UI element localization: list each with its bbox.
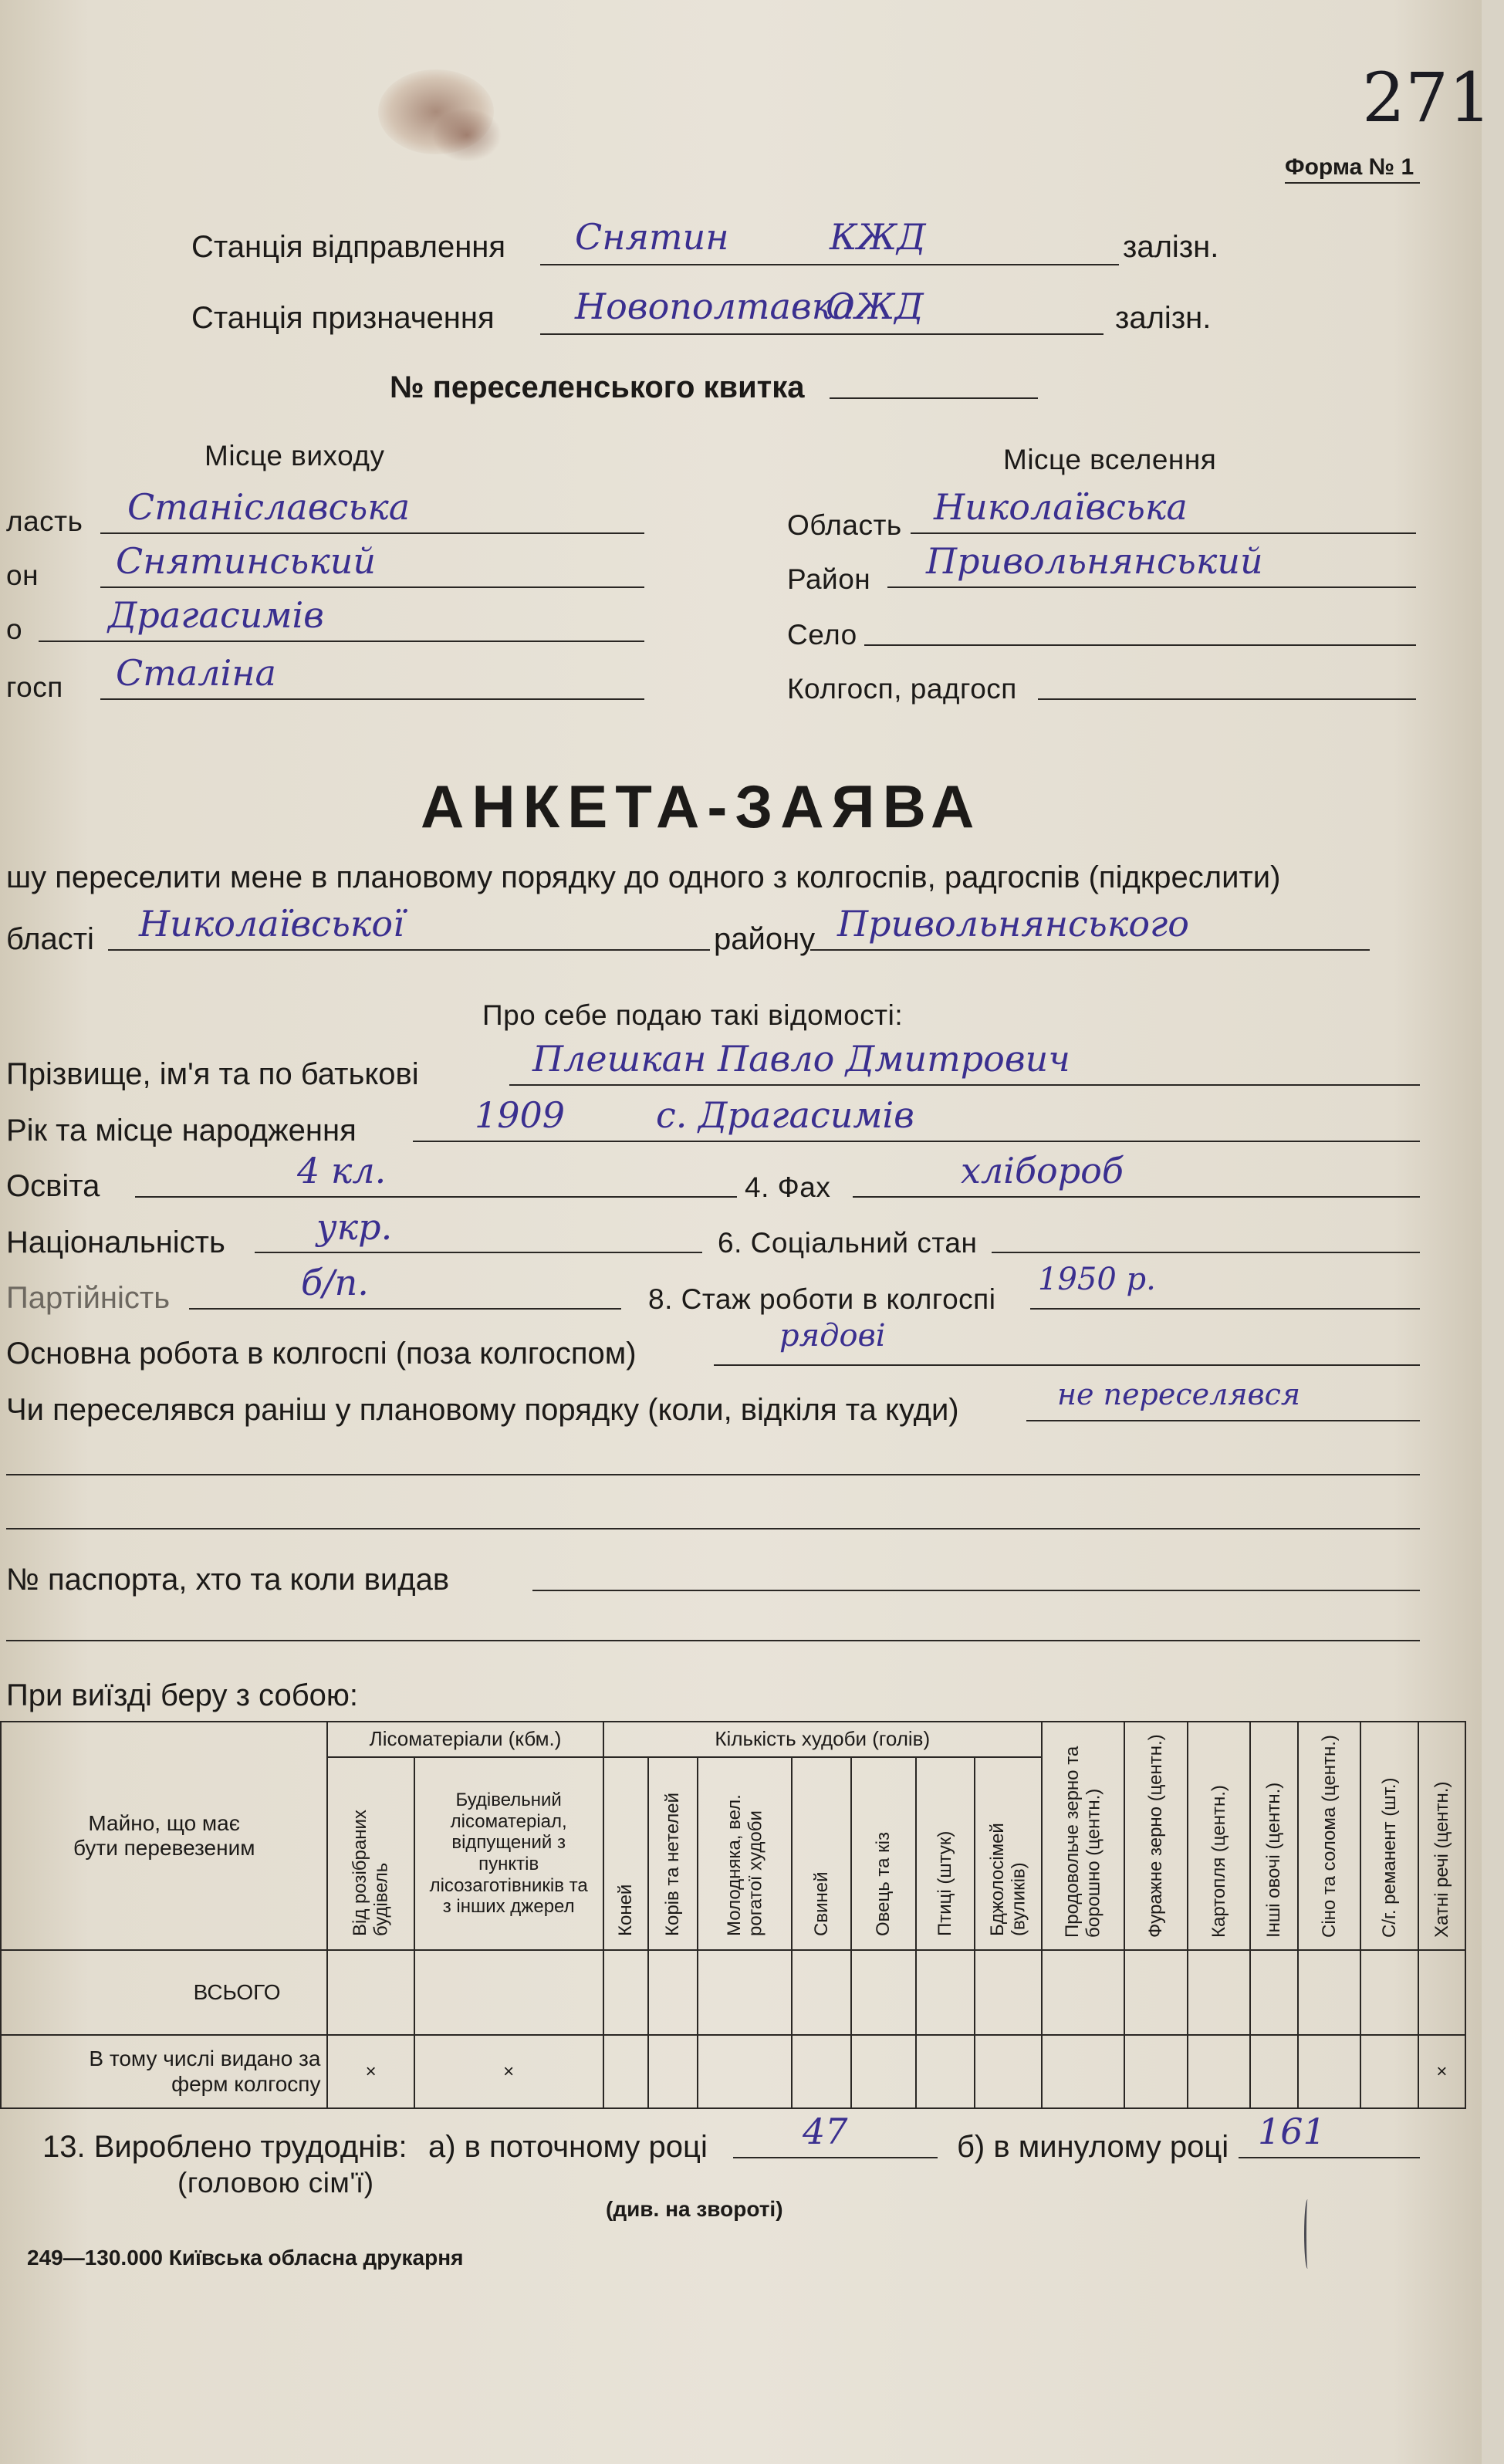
- settlement-village-label: Село: [787, 619, 857, 651]
- cell: [1250, 2035, 1297, 2108]
- departure-rail: КЖД: [830, 216, 926, 258]
- tenure-line: [1030, 1308, 1420, 1310]
- moved-value: не переселявся: [1057, 1377, 1301, 1411]
- request-text: шу переселити мене в плановому порядку до одного з колгоспів, радгоспів (підкреслити): [6, 860, 1281, 894]
- cell: [1298, 1950, 1361, 2035]
- moved-line: [1026, 1420, 1420, 1421]
- col-fodder-label: Фуражне зерно (центн.): [1145, 1734, 1167, 1938]
- origin-farm-line: [100, 698, 644, 700]
- tenure-value: 1950 р.: [1038, 1262, 1156, 1297]
- work-line: [714, 1364, 1420, 1366]
- cell: [648, 2035, 698, 2108]
- cell: [1042, 2035, 1124, 2108]
- table-row-header: [1, 1722, 327, 1950]
- destination-label: Станція призначення: [191, 301, 495, 335]
- col-food-grain: [1042, 1722, 1124, 1950]
- cell: [1188, 2035, 1251, 2108]
- col-pigs-label: Свиней: [810, 1871, 832, 1936]
- cell: [1298, 2035, 1361, 2108]
- cell: [792, 1950, 851, 2035]
- party-label: Партійність: [6, 1281, 171, 1315]
- col-vegetables-label: Інші овочі (центн.): [1263, 1782, 1285, 1938]
- origin-farm-label: госп: [6, 671, 63, 703]
- cell: [916, 2035, 975, 2108]
- birth-label: Рік та місце народження: [6, 1114, 357, 1148]
- goods-table: [0, 1721, 1466, 2109]
- origin-region-label: ласть: [6, 505, 83, 537]
- workdays-current-label: а) в поточному році: [428, 2130, 708, 2164]
- form-title: АНКЕТА-ЗАЯВА: [421, 772, 982, 840]
- destination-rail: ОЖД: [826, 286, 924, 327]
- col-cows: [648, 1757, 698, 1950]
- cell: [975, 1950, 1042, 2035]
- destination-suffix: залізн.: [1115, 301, 1212, 335]
- cell: [603, 2035, 648, 2108]
- row-farm-label: [1, 2035, 327, 2108]
- see-back-note: (див. на звороті): [606, 2197, 783, 2221]
- birth-year: 1909: [475, 1094, 566, 1136]
- document-number: 271: [1362, 58, 1492, 137]
- cell: [851, 2035, 916, 2108]
- col-potato-label: Картопля (центн.): [1208, 1784, 1229, 1938]
- settlement-farm-label: Колгосп, радгосп: [787, 673, 1017, 705]
- departure-label: Станція відправлення: [191, 230, 506, 264]
- request-region-line: [108, 949, 710, 951]
- moved-line-2: [6, 1474, 1420, 1475]
- settlement-district-line: [887, 586, 1416, 588]
- col-building-timber-label: Будівельний лісоматеріал, відпущений з пунктів лісозаготівників та з інших джерел: [429, 1790, 588, 1918]
- name-line: [509, 1084, 1420, 1086]
- cell: [916, 1950, 975, 2035]
- cell: [414, 1950, 603, 2035]
- trade-label: 4. Фах: [745, 1171, 831, 1203]
- workdays-label: 13. Вироблено трудоднів:: [42, 2130, 407, 2164]
- social-label: 6. Соціальний стан: [718, 1227, 978, 1259]
- tenure-label: 8. Стаж роботи в колгоспі: [648, 1283, 996, 1315]
- destination-line: [540, 333, 1103, 335]
- request-region-label: бласті: [6, 922, 94, 956]
- timber-header: Лісоматеріали (кбм.): [327, 1722, 603, 1757]
- education-value: 4 кл.: [297, 1150, 387, 1191]
- pencil-mark: [1304, 2199, 1311, 2269]
- cell: [1124, 1950, 1188, 2035]
- settlement-header: Місце вселення: [1003, 444, 1217, 475]
- take-label: При виїзді беру з собою:: [6, 1678, 358, 1712]
- nationality-line: [255, 1252, 702, 1253]
- col-fodder: [1124, 1722, 1188, 1950]
- name-value: Плешкан Павло Дмитрович: [532, 1038, 1070, 1080]
- col-bees-label: Бджолосімей (вуликів): [986, 1822, 1029, 1936]
- origin-village-value: Драгасимів: [108, 594, 324, 636]
- education-label: Освіта: [6, 1169, 100, 1203]
- social-line: [992, 1252, 1420, 1253]
- trade-value: хлібороб: [961, 1150, 1124, 1191]
- cell: [1124, 2035, 1188, 2108]
- settlement-region-value: Николаївська: [934, 486, 1188, 528]
- origin-region-value: Станіславська: [127, 486, 411, 528]
- origin-region-line: [100, 532, 644, 534]
- name-label: Прізвище, ім'я та по батькові: [6, 1057, 419, 1091]
- birth-line: [413, 1141, 1420, 1142]
- origin-village-line: [39, 641, 644, 642]
- passport-label: № паспорта, хто та коли видав: [6, 1563, 450, 1597]
- cross-mark: ×: [1418, 2035, 1465, 2108]
- col-bees: [975, 1757, 1042, 1950]
- settlement-district-label: Район: [787, 563, 871, 595]
- cell: [1360, 1950, 1418, 2035]
- departure-line: [540, 264, 1119, 265]
- destination-value: Новополтавка: [575, 286, 854, 327]
- settlement-district-value: Привольнянський: [926, 540, 1263, 582]
- workdays-current-line: [733, 2157, 938, 2158]
- birth-place: с. Драгасимів: [656, 1094, 914, 1136]
- table-row: [1, 2035, 1465, 2108]
- cell: [1360, 2035, 1418, 2108]
- col-hay-label: Сіно та солома (центн.): [1318, 1734, 1340, 1938]
- cell: [851, 1950, 916, 2035]
- cell: [698, 1950, 792, 2035]
- table-row: [1, 1950, 1465, 2035]
- col-tools-label: С/г. реманент (шт.): [1378, 1777, 1400, 1938]
- row-total-label: ВСЬОГО: [1, 1950, 327, 2035]
- workdays-past-line: [1239, 2157, 1420, 2158]
- col-vegetables: [1250, 1722, 1297, 1950]
- col-horses-label: Коней: [614, 1884, 636, 1936]
- col-cows-label: Корів та нетелей: [662, 1792, 684, 1936]
- cell: [1250, 1950, 1297, 2035]
- col-young-cattle-label: Молодняка, вел. рогатої худоби: [723, 1793, 766, 1936]
- origin-district-line: [100, 586, 644, 588]
- party-value: б/п.: [301, 1262, 369, 1303]
- cattle-header: Кількість худоби (голів): [603, 1722, 1042, 1757]
- origin-district-value: Снятинський: [116, 540, 377, 582]
- col-poultry: [916, 1757, 975, 1950]
- cell: [327, 1950, 414, 2035]
- ink-stain: [432, 108, 502, 162]
- cell: [648, 1950, 698, 2035]
- passport-line-2: [6, 1640, 1420, 1641]
- workdays-past-value: 161: [1258, 2111, 1326, 2152]
- origin-farm-value: Сталіна: [116, 652, 276, 694]
- settlement-region-line: [911, 532, 1416, 534]
- request-region-value: Николаївської: [139, 903, 404, 945]
- cell: [1042, 1950, 1124, 2035]
- col-food-grain-label: Продовольче зерно та борошно (центн.): [1061, 1746, 1104, 1938]
- ticket-line: [830, 397, 1038, 399]
- moved-line-3: [6, 1528, 1420, 1529]
- moved-label: Чи переселявся раніш у плановому порядку (коли, відкіля та куди): [6, 1393, 959, 1427]
- settlement-village-line: [864, 644, 1416, 646]
- workdays-sub: (головою сім'ї): [177, 2167, 374, 2199]
- col-poultry-label: Птиці (штук): [935, 1830, 956, 1936]
- departure-value: Снятин: [575, 216, 729, 258]
- col-sheep-label: Овець та кіз: [873, 1831, 894, 1936]
- departure-suffix: залізн.: [1123, 230, 1219, 264]
- request-district-line: [810, 949, 1370, 951]
- cross-mark: ×: [414, 2035, 603, 2108]
- col-dismantled-label: Від розібраних будівель: [349, 1809, 392, 1936]
- cross-mark: ×: [327, 2035, 414, 2108]
- cell: [975, 2035, 1042, 2108]
- passport-line: [532, 1590, 1420, 1591]
- workdays-current-value: 47: [803, 2111, 848, 2152]
- cell: [698, 2035, 792, 2108]
- col-dismantled: [327, 1757, 414, 1950]
- ticket-label: № переселенського квитка: [390, 370, 805, 404]
- nationality-label: Національність: [6, 1225, 225, 1259]
- col-potato: [1188, 1722, 1251, 1950]
- party-line: [189, 1308, 621, 1310]
- col-sheep: [851, 1757, 916, 1950]
- row-header-text: Майно, що має бути перевезеним: [73, 1810, 255, 1860]
- col-hay: [1298, 1722, 1361, 1950]
- cell: [792, 2035, 851, 2108]
- trade-line: [853, 1196, 1420, 1198]
- col-young-cattle: [698, 1757, 792, 1950]
- work-value: рядові: [779, 1318, 886, 1354]
- work-label: Основна робота в колгоспі (поза колгоспом): [6, 1337, 637, 1371]
- origin-village-label: о: [6, 613, 23, 645]
- cell: [1418, 1950, 1465, 2035]
- form-label: Форма № 1: [1285, 154, 1414, 180]
- col-household-label: Хатні речі (центн.): [1431, 1781, 1452, 1938]
- col-building-timber: [414, 1757, 603, 1950]
- settlement-farm-line: [1038, 698, 1416, 700]
- nationality-value: укр.: [316, 1206, 393, 1248]
- form-label-underline: [1285, 182, 1420, 184]
- settlement-region-label: Область: [787, 509, 902, 541]
- col-household: [1418, 1722, 1465, 1950]
- workdays-past-label: б) в минулому році: [957, 2130, 1229, 2164]
- origin-district-label: он: [6, 559, 39, 591]
- printer-note: 249—130.000 Київська обласна друкарня: [27, 2246, 464, 2270]
- col-pigs: [792, 1757, 851, 1950]
- row-farm-text: В тому числі видано за ферм колгоспу: [89, 2047, 321, 2096]
- origin-header: Місце виходу: [204, 440, 385, 472]
- about-header: Про себе подаю такі відомості:: [482, 999, 904, 1031]
- cell: [1188, 1950, 1251, 2035]
- cell: [603, 1950, 648, 2035]
- col-tools: [1360, 1722, 1418, 1950]
- request-district-label: району: [714, 922, 816, 956]
- request-district-value: Привольнянського: [837, 903, 1189, 945]
- col-horses: [603, 1757, 648, 1950]
- education-line: [135, 1196, 737, 1198]
